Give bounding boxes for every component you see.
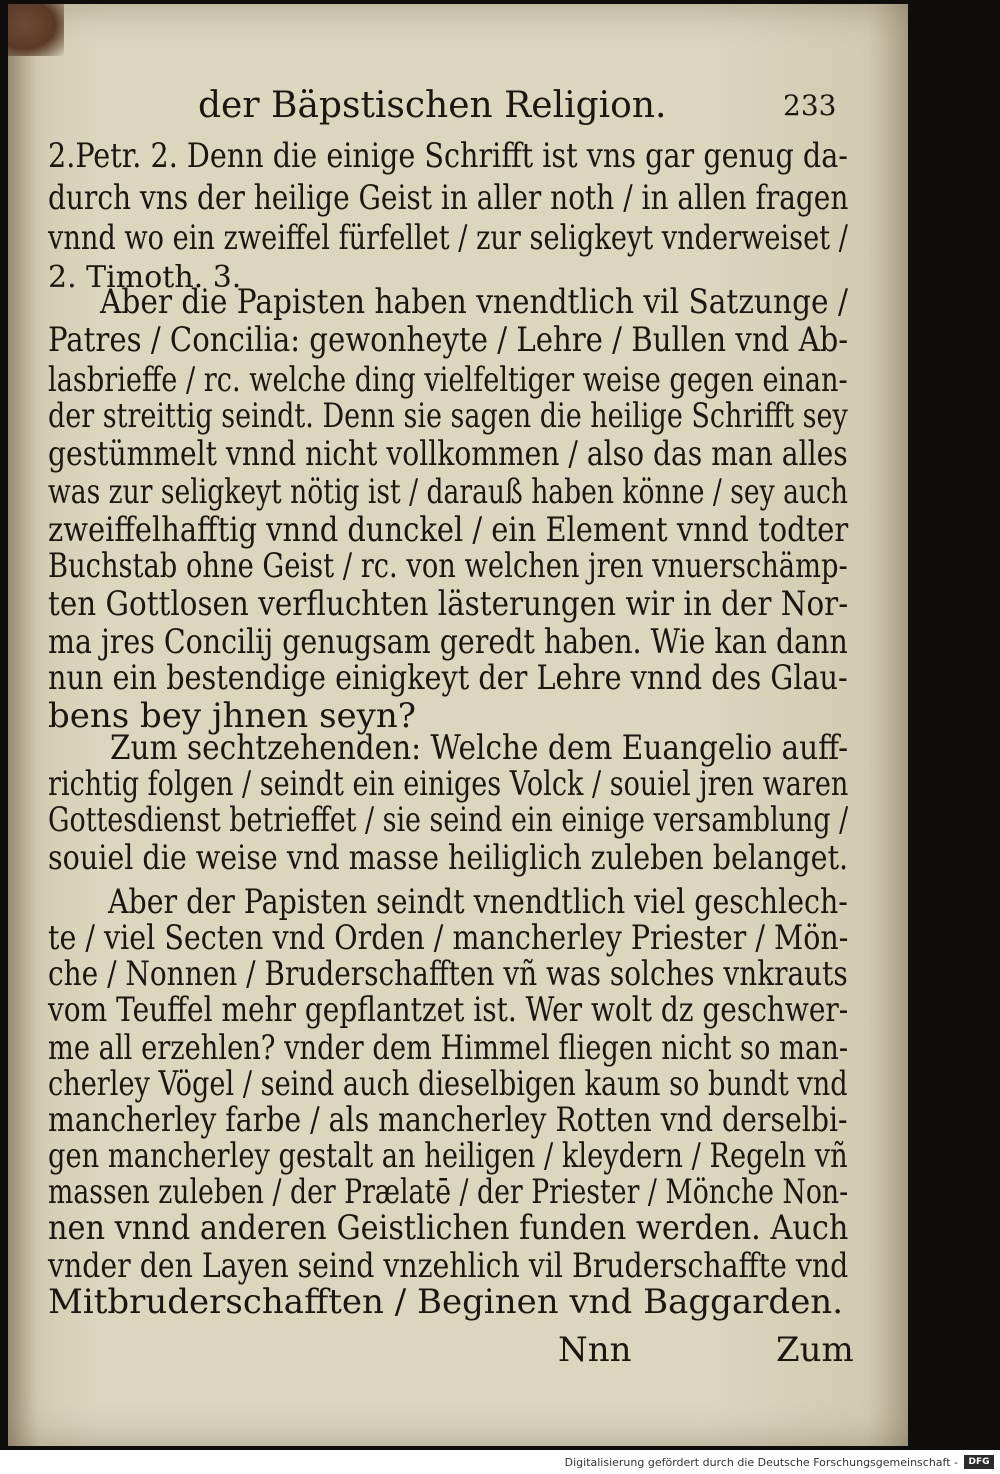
text-line: ten Gottlosen verfluchten lästerungen wir in der Nor- [48,584,849,624]
text-line: nun ein bestendige einigkeyt der Lehre vnnd des Glau- [48,658,848,698]
text-line: mancherley farbe / als mancherley Rotten vnd derselbi- [48,1100,848,1140]
text-line: durch vns der heilige Geist in aller noth / in allen fragen [48,178,849,218]
page-corner-stain [8,4,64,56]
text-line: souiel die weise vnd masse heiliglich zuleben belanget. [48,838,849,878]
footer-credit: Digitalisierung gefördert durch die Deutsche Forschungsgemeinschaft - [564,1456,958,1469]
text-line: zweiffelhafftig vnnd dunckel / ein Element vnnd todter [48,510,849,550]
margin-note: 2. Timoth. 3. [48,260,242,295]
text-line: te / viel Secten vnd Orden / mancherley Priester / Mön- [48,918,849,958]
running-head: der Bäpstischen Religion. [198,85,667,126]
text-line: nen vnnd anderen Geistlichen funden werden. Auch [48,1208,849,1248]
text-line: 2.Petr. 2. Denn die einige Schrifft ist vns gar genug da- [48,136,848,176]
text-line: me all erzehlen? vnder dem Himmel fliegen nicht so man- [48,1028,849,1068]
text-line: Gottesdienst betrieffet / sie seind ein einige versamblung / [48,800,849,840]
text-line: vnnd wo ein zweiffel fürfellet / zur seligkeyt vnderweiset / [48,218,848,258]
text-line: che / Nonnen / Bruderschafften vñ was solches vnkrauts [48,954,848,994]
text-line: ma jres Concilij genugsam geredt haben. Wie kan dann [48,622,848,662]
text-line: Mitbruderschafften / Beginen vnd Baggarden. [48,1282,844,1322]
text-line: gestümmelt vnnd nicht vollkommen / also das man alles [48,434,848,474]
text-line: gen mancherley gestalt an heiligen / kleydern / Regeln vñ [48,1136,848,1176]
catchword: Zum [776,1330,854,1370]
text-line: der streittig seindt. Denn sie sagen die heilige Schrifft sey [48,396,848,436]
text-line: Zum sechtzehenden: Welche dem Euangelio auff- [110,728,849,768]
text-line: bens bey jhnen seyn? [48,696,417,736]
text-line: richtig folgen / seindt ein einiges Volck / souiel jren waren [48,764,849,804]
text-line: Aber die Papisten haben vnendtlich vil Satzunge / [100,282,848,322]
text-line: Buchstab ohne Geist / rc. von welchen jren vnuerschämp- [48,546,848,586]
text-line: Patres / Concilia: gewonheyte / Lehre / Bullen vnd Ab- [48,320,849,360]
page-number: 233 [783,89,837,122]
text-line: massen zuleben / der Prælatē / der Priester / Mönche Non- [48,1172,849,1212]
footer-bar [0,1450,1000,1474]
dfg-logo: DFG [964,1455,994,1469]
text-line: Aber der Papisten seindt vnendtlich viel geschlech- [108,882,848,922]
text-line: lasbrieffe / rc. welche ding vielfeltiger weise gegen einan- [48,360,848,400]
book-page [8,4,908,1446]
text-line: vnder den Layen seind vnzehlich vil Bruderschaffte vnd [48,1246,849,1286]
text-line: was zur seligkeyt nötig ist / darauß haben könne / sey auch [48,472,849,512]
signature-mark: Nnn [558,1330,632,1370]
text-line: vom Teuffel mehr gepflantzet ist. Wer wolt dz geschwer- [48,990,849,1030]
text-line: cherley Vögel / seind auch dieselbigen kaum so bundt vnd [48,1064,848,1104]
